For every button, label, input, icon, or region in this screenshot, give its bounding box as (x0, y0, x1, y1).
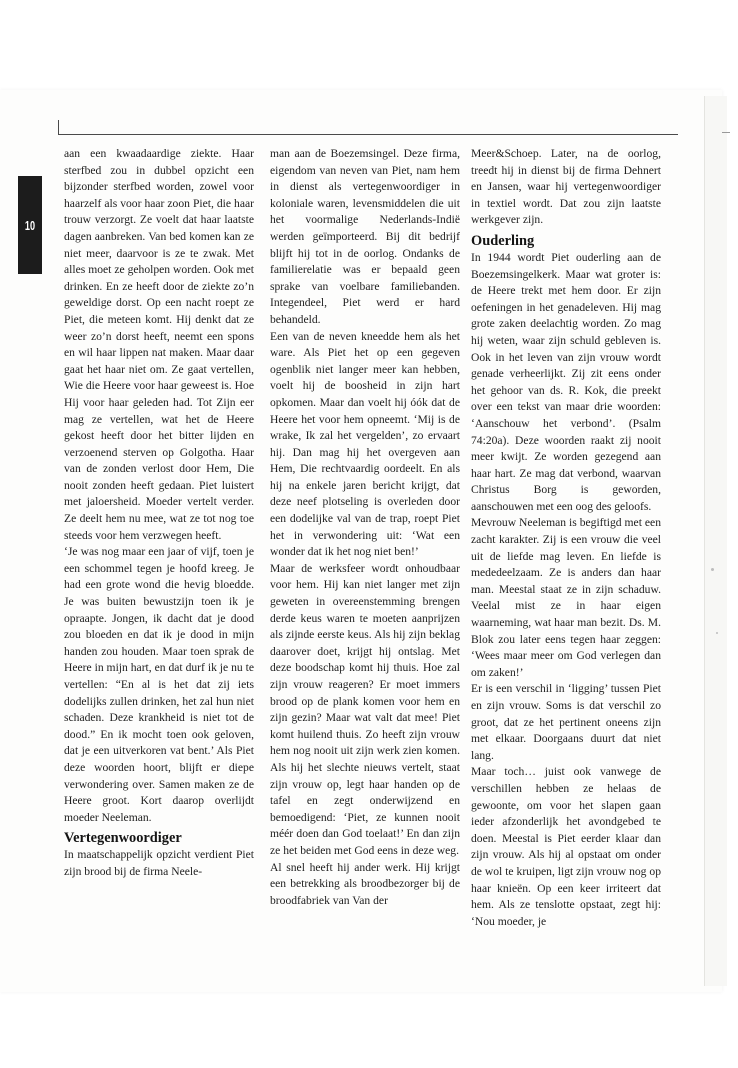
edge-mark (722, 132, 730, 133)
paragraph: Er is een verschil in ‘ligging’ tussen Piet en zijn vrouw. Soms is dat verschil zo groot, dat ze het pertinent oneens zijn met elkaar. Doorgaans duurt dat niet lang. (471, 682, 661, 762)
paragraph: man aan de Boezemsingel. Deze firma, eigendom van neven van Piet, nam hem in dienst als vertegenwoordiger in koloniale waren, levensmiddelen die uit het voormalige Nederlands-Indië werden geïmporteerd. Bij dit bedrijf blijft hij tot in de oorlog. Ondanks de familierelatie was er bepaald geen sprake van voelbare familiebanden. Integendeel, Piet werd er hard behandeld. (270, 147, 460, 326)
text-column-2 (270, 146, 460, 909)
scan-speck (711, 568, 714, 571)
header-rule (58, 134, 678, 135)
paragraph: Al snel heeft hij ander werk. Hij krijgt een betrekking als broodbezorger bij de broodfabriek van Van der (270, 860, 460, 907)
page-number: 10 (24, 218, 36, 233)
paragraph: Meer&Schoep. Later, na de oorlog, treedt hij in dienst bij de firma Dehnert en Jansen, waar hij vertegenwoordiger in textiel wordt. Dat zou zijn laatste werkgever zijn. (471, 147, 661, 227)
paragraph: ‘Je was nog maar een jaar of vijf, toen je een schommel tegen je hoofd kreeg. Je had een grote wond die hevig bloedde. Je was buiten bewustzijn toen ik je opraapte. Jongen, ik dacht dat je dood zou bloeden en dat ik je dood in mijn handen zou houden. Maar toen sprak de Heere in mijn hart, en dat durf ik je nu te vertellen: “En al is het dat zij iets dodelijks zullen drinken, het zal hun niet schaden. Deze krankheid is niet tot de dood.” En ik mocht toen ook geloven, dat je een uitverkoren vat bent.’ Als Piet deze woorden hoort, blijft er diepe verwondering over. Samen maken ze de Heere groot. Kort daarop overlijdt moeder Neeleman. (64, 545, 254, 824)
text-column-1 (64, 146, 254, 881)
paragraph: Mevrouw Neeleman is begiftigd met een zacht karakter. Zij is een vrouw die veel uit de liefde mag leven. En liefde is mededeelzaam. Ze is anders dan haar man. Meestal staat ze in zijn schaduw. Veelal mist ze in haar eigen waarneming, wat haar man bezit. Ds. M. Blok zou later eens tegen haar zeggen: ‘Wees maar meer om God verlegen dan om zaken!’ (471, 516, 661, 679)
paragraph: In maatschappelijk opzicht verdient Piet zijn brood bij de firma Neele- (64, 848, 254, 878)
section-heading: Vertegenwoordiger (64, 830, 182, 847)
paragraph: Een van de neven kneedde hem als het ware. Als Piet het op een gegeven ogenblik niet langer meer kan hebben, voelt hij de boosheid in zijn hart opkomen. Maar dan voelt hij óók dat de Heere het voor hem opneemt. ‘Mij is de wrake, Ik zal het vergelden’, zo ervaart hij. Dan mag hij het overgeven aan Hem, Die rechtvaardig oordeelt. En als hij na enkele jaren bericht krijgt, dat deze neef plotseling is overleden door een dodelijke val van de trap, roept Piet het in verwondering uit: ‘Wat een wonder dat ik het nog niet ben!’ (270, 329, 460, 559)
paragraph: aan een kwaadaardige ziekte. Haar sterfbed zou in dubbel opzicht een bijzonder sterfbed worden, zowel voor haarzelf als voor haar zoon Piet, die haar trouw verzorgt. Ze voelt dat haar laatste dagen aanbreken. Van bed komen kan ze niet meer, daarvoor is ze te zwak. Met alles moet ze geholpen worden. Ook met drinken. En ze heeft door de ziekte zo’n geweldige dorst. Op een nacht roept ze Piet, die meteen komt. Hij denkt dat ze weer zo’n dorst heeft, neemt een spons en wil haar lippen nat maken. Maar daar gaat het haar niet om. Ze gaat vertellen, Wie die Heere voor haar geweest is. Hoe Hij voor haar geleden had. Tot Zijn eer mag ze vertellen, wat het de Heere gekost heeft door het bitter lijden en verzoenend sterven op Golgotha. Haar van de zonden verlost door Hem, Die nooit zonden heeft gedaan. Piet luistert met jaloersheid. Moeder vertelt verder. Ze deelt hem nu mee, wat ze tot nog toe steeds voor hem verzwegen heeft. (64, 147, 254, 542)
paragraph: In 1944 wordt Piet ouderling aan de Boezemsingelkerk. Maar wat groter is: de Heere trekt met hem door. Er zijn oefeningen in het genadeleven. Hij mag grote zaken deelachtig worden. Zo mag hij weten, waar zijn schuld gebleven is. Ook in het leven van zijn vrouw wordt genade verheerlijkt. Zij zit eens onder het gehoor van ds. R. Kok, die preekt over een tekst van maar drie woorden: ‘Aanschouw het verbond’. (Psalm 74:20a). Deze woorden raakt zij nooit meer kwijt. Ze worden gezegend aan haar hart. Ze mag dat verbond, waarvan Christus Borg is geworden, aanschouwen met een oog des geloofs. (471, 250, 661, 513)
scan-speck (716, 632, 718, 634)
facing-page-edge (704, 96, 727, 986)
paragraph: Maar de werksfeer wordt onhoudbaar voor hem. Hij kan niet langer met zijn geweten in overeenstemming brengen derde keus waren te moeten aanprijzen als zijnde eerste keus. Als hij zijn beklag daarover doet, krijgt hij ontslag. Met deze boodschap komt hij thuis. Hoe zal zijn vrouw reageren? Er moet immers brood op de plank komen voor hem en zijn gezin? Maar wat valt dat mee! Piet komt huilend thuis. Zo heeft zijn vrouw hem nog nooit uit zijn werk zien komen. Als hij het slechte nieuws vertelt, staat zijn vrouw op, legt haar handen op de tafel en zegt onderwijzend en bemoedigend: ‘Piet, ze kunnen nooit méér doen dan God toelaat!’ En dan zijn ze het beiden met God eens in deze weg. (270, 561, 460, 857)
text-column-3 (471, 146, 661, 930)
header-rule-corner (58, 120, 59, 135)
section-heading: Ouderling (471, 232, 535, 249)
paragraph: Maar toch… juist ook vanwege de verschillen hebben ze helaas de gewoonte, om voor het slapen gaan ieder afzonderlijk het avondgebed te doen. Meestal is Piet eerder klaar dan zijn vrouw. Als hij al opstaat om onder de wol te kruipen, ligt zijn vrouw nog op haar knieën. Op een keer irriteert dat hem. Als ze tenslotte opstaat, zegt hij: ‘Nou moeder, je (471, 765, 661, 928)
